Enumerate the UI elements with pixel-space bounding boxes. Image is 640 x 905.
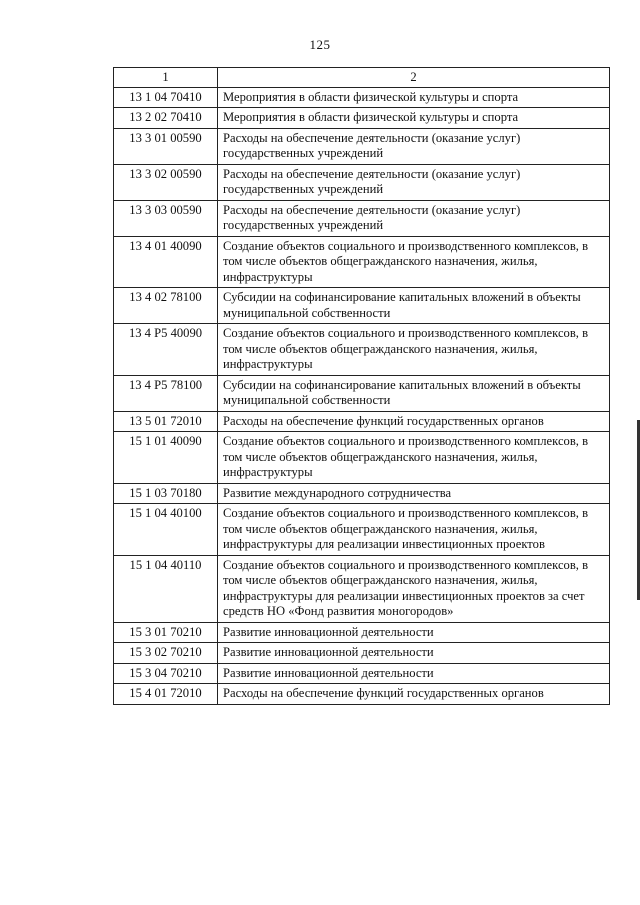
table-row	[114, 288, 610, 324]
row-code: 13 4 02 78100	[114, 288, 218, 324]
table-row	[114, 483, 610, 504]
page-number: 125	[309, 37, 331, 52]
row-description: Создание объектов социального и производственного комплексов, в том числе объектов общегражданского назначения, жилья, инфраструктуры	[218, 432, 610, 484]
column-header-description: 2	[218, 68, 610, 88]
row-code: 15 1 04 40100	[114, 504, 218, 556]
row-description: Мероприятия в области физической культуры и спорта	[218, 108, 610, 129]
row-code: 13 4 P5 40090	[114, 324, 218, 376]
table-row	[114, 324, 610, 376]
row-description: Расходы на обеспечение деятельности (оказание услуг) государственных учреждений	[218, 200, 610, 236]
table-row	[114, 504, 610, 556]
row-description: Развитие инновационной деятельности	[218, 622, 610, 643]
table-row	[114, 164, 610, 200]
table-row	[114, 432, 610, 484]
row-description: Расходы на обеспечение деятельности (оказание услуг) государственных учреждений	[218, 128, 610, 164]
row-code: 15 1 04 40110	[114, 555, 218, 622]
row-description: Создание объектов социального и производственного комплексов, в том числе объектов общегражданского назначения, жилья, инфраструктуры	[218, 324, 610, 376]
row-description: Создание объектов социального и производственного комплексов, в том числе объектов общегражданского назначения, жилья, инфраструктуры для реализации инвестиционных проектов за счет средств НО «Фонд развития моногородов»	[218, 555, 610, 622]
row-code: 13 2 02 70410	[114, 108, 218, 129]
row-code: 13 4 P5 78100	[114, 375, 218, 411]
row-description: Мероприятия в области физической культуры и спорта	[218, 87, 610, 108]
column-header-code: 1	[114, 68, 218, 88]
row-description: Расходы на обеспечение функций государственных органов	[218, 684, 610, 705]
row-code: 15 3 04 70210	[114, 663, 218, 684]
row-description: Развитие инновационной деятельности	[218, 643, 610, 664]
row-description: Создание объектов социального и производственного комплексов, в том числе объектов общегражданского назначения, жилья, инфраструктуры для реализации инвестиционных проектов	[218, 504, 610, 556]
row-code: 15 1 03 70180	[114, 483, 218, 504]
row-description: Расходы на обеспечение функций государственных органов	[218, 411, 610, 432]
table-row	[114, 411, 610, 432]
table-row	[114, 555, 610, 622]
table-row	[114, 87, 610, 108]
table-row	[114, 663, 610, 684]
row-code: 15 3 01 70210	[114, 622, 218, 643]
table-row	[114, 375, 610, 411]
row-description: Субсидии на софинансирование капитальных вложений в объекты муниципальной собственности	[218, 375, 610, 411]
table-row	[114, 643, 610, 664]
table-row	[114, 200, 610, 236]
row-code: 13 1 04 70410	[114, 87, 218, 108]
row-code: 13 3 01 00590	[114, 128, 218, 164]
row-code: 15 4 01 72010	[114, 684, 218, 705]
row-code: 15 1 01 40090	[114, 432, 218, 484]
row-description: Создание объектов социального и производственного комплексов, в том числе объектов общегражданского назначения, жилья, инфраструктуры	[218, 236, 610, 288]
row-code: 13 3 02 00590	[114, 164, 218, 200]
row-description: Расходы на обеспечение деятельности (оказание услуг) государственных учреждений	[218, 164, 610, 200]
row-description: Развитие международного сотрудничества	[218, 483, 610, 504]
row-description: Субсидии на софинансирование капитальных вложений в объекты муниципальной собственности	[218, 288, 610, 324]
table-row	[114, 236, 610, 288]
row-code: 15 3 02 70210	[114, 643, 218, 664]
budget-classification-table	[113, 67, 610, 705]
row-code: 13 5 01 72010	[114, 411, 218, 432]
row-code: 13 4 01 40090	[114, 236, 218, 288]
row-code: 13 3 03 00590	[114, 200, 218, 236]
table-row	[114, 684, 610, 705]
table-row	[114, 622, 610, 643]
table-row	[114, 128, 610, 164]
table-row	[114, 108, 610, 129]
table-header-row	[114, 68, 610, 88]
row-description: Развитие инновационной деятельности	[218, 663, 610, 684]
